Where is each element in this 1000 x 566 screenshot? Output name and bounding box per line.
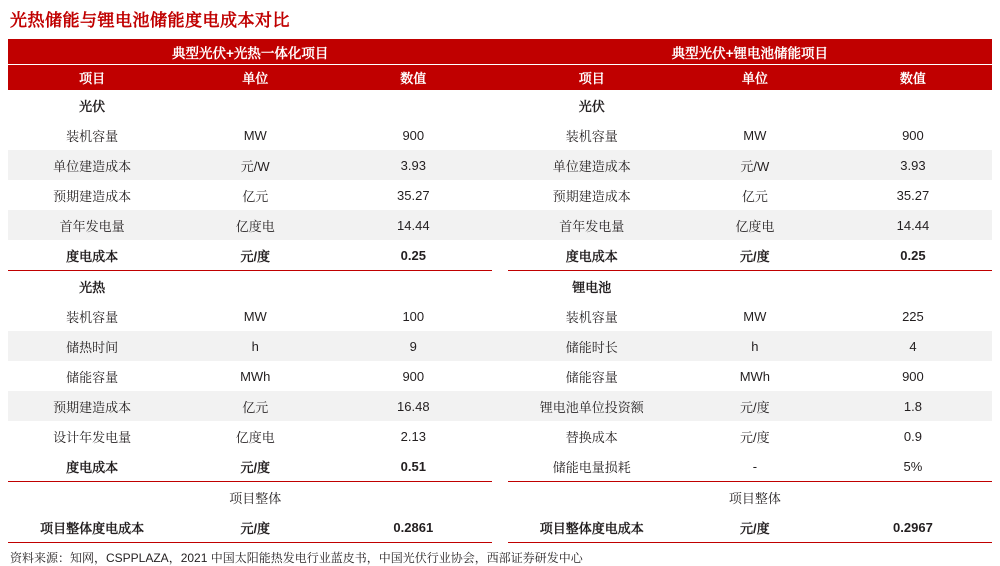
cell-right-value: 35.27 bbox=[834, 180, 992, 210]
cell-left-value: 3.93 bbox=[334, 150, 492, 180]
cell-left-item: 装机容量 bbox=[8, 120, 176, 150]
cell-gap bbox=[492, 451, 507, 482]
cell-gap bbox=[492, 240, 507, 271]
cell-right-item: 储能容量 bbox=[508, 361, 676, 391]
cell-right-item: 预期建造成本 bbox=[508, 180, 676, 210]
cell-right-unit: 亿元 bbox=[676, 180, 834, 210]
table-group-header-row bbox=[8, 39, 992, 65]
table-column-header-row bbox=[8, 65, 992, 91]
cell-left-unit: MW bbox=[176, 301, 334, 331]
cell-left-unit: 亿元 bbox=[176, 391, 334, 421]
cell-left-value: 0.2861 bbox=[334, 512, 492, 543]
cell-right-value: 4 bbox=[834, 331, 992, 361]
cell-left-value: 9 bbox=[334, 331, 492, 361]
cell-right-value: 3.93 bbox=[834, 150, 992, 180]
cell-right-value: 0.9 bbox=[834, 421, 992, 451]
cell-right-value: 14.44 bbox=[834, 210, 992, 240]
cell-right-unit: MW bbox=[676, 120, 834, 150]
table-row bbox=[8, 90, 992, 120]
cell-left-value: 14.44 bbox=[334, 210, 492, 240]
cell-gap bbox=[492, 180, 507, 210]
cell-right-item: 首年发电量 bbox=[508, 210, 676, 240]
group-header-right: 典型光伏+锂电池储能项目 bbox=[508, 39, 992, 65]
cell-gap bbox=[492, 301, 507, 331]
cell-right-item: 储能时长 bbox=[508, 331, 676, 361]
cell-right-unit: 元/度 bbox=[676, 391, 834, 421]
cell-right-unit: - bbox=[676, 451, 834, 482]
cell-left-value: 0.51 bbox=[334, 451, 492, 482]
table-row bbox=[8, 451, 992, 482]
cell-left-value: 900 bbox=[334, 120, 492, 150]
cell-right-item: 替换成本 bbox=[508, 421, 676, 451]
column-header-left-unit: 单位 bbox=[176, 65, 334, 91]
cell-left-unit: 项目整体 bbox=[176, 482, 334, 513]
cell-left-item bbox=[8, 482, 176, 513]
table-row bbox=[8, 361, 992, 391]
cell-left-item: 光热 bbox=[8, 271, 176, 302]
cell-right-value: 900 bbox=[834, 120, 992, 150]
cell-left-value bbox=[334, 90, 492, 120]
cell-gap bbox=[492, 210, 507, 240]
column-header-right-item: 项目 bbox=[508, 65, 676, 91]
cell-left-unit: 元/度 bbox=[176, 512, 334, 543]
cell-gap bbox=[492, 150, 507, 180]
cell-left-item: 首年发电量 bbox=[8, 210, 176, 240]
cell-right-value: 900 bbox=[834, 361, 992, 391]
column-header-right-unit: 单位 bbox=[676, 65, 834, 91]
cell-left-unit: MWh bbox=[176, 361, 334, 391]
table-row bbox=[8, 482, 992, 513]
cell-left-value: 900 bbox=[334, 361, 492, 391]
cell-left-unit: 亿度电 bbox=[176, 421, 334, 451]
comparison-table bbox=[8, 39, 992, 543]
cell-left-item: 装机容量 bbox=[8, 301, 176, 331]
table-row bbox=[8, 421, 992, 451]
cell-left-value bbox=[334, 482, 492, 513]
cell-right-value: 0.2967 bbox=[834, 512, 992, 543]
cell-left-value: 0.25 bbox=[334, 240, 492, 271]
cell-gap bbox=[492, 271, 507, 302]
cell-right-item: 装机容量 bbox=[508, 120, 676, 150]
cell-left-unit: h bbox=[176, 331, 334, 361]
column-header-right-value: 数值 bbox=[834, 65, 992, 91]
cell-left-item: 预期建造成本 bbox=[8, 180, 176, 210]
cell-gap bbox=[492, 482, 507, 513]
cell-left-item: 项目整体度电成本 bbox=[8, 512, 176, 543]
cell-left-value: 2.13 bbox=[334, 421, 492, 451]
table-row bbox=[8, 391, 992, 421]
cell-left-item: 光伏 bbox=[8, 90, 176, 120]
cell-left-item: 预期建造成本 bbox=[8, 391, 176, 421]
table-row bbox=[8, 120, 992, 150]
source-note: 资料来源：知网，CSPPLAZA，2021 中国太阳能热发电行业蓝皮书，中国光伏行业协会，西部证券研发中心 bbox=[10, 551, 583, 565]
table-row bbox=[8, 150, 992, 180]
table-row bbox=[8, 512, 992, 543]
cell-right-unit: 元/度 bbox=[676, 240, 834, 271]
cell-left-item: 度电成本 bbox=[8, 451, 176, 482]
cell-left-item: 储能容量 bbox=[8, 361, 176, 391]
table-row bbox=[8, 331, 992, 361]
cell-left-unit: 元/度 bbox=[176, 240, 334, 271]
cell-left-unit: 亿元 bbox=[176, 180, 334, 210]
cell-right-unit: 元/W bbox=[676, 150, 834, 180]
cell-left-unit bbox=[176, 271, 334, 302]
cell-left-unit: 元/度 bbox=[176, 451, 334, 482]
table-row bbox=[8, 271, 992, 302]
cell-right-item: 锂电池 bbox=[508, 271, 676, 302]
cell-left-unit: MW bbox=[176, 120, 334, 150]
cell-right-value: 1.8 bbox=[834, 391, 992, 421]
cell-right-value bbox=[834, 90, 992, 120]
table-row bbox=[8, 301, 992, 331]
cell-right-unit bbox=[676, 271, 834, 302]
cell-right-item: 储能电量损耗 bbox=[508, 451, 676, 482]
table-row bbox=[8, 240, 992, 271]
cell-right-item: 光伏 bbox=[508, 90, 676, 120]
cell-left-unit bbox=[176, 90, 334, 120]
group-header-gap bbox=[492, 39, 507, 65]
table-row bbox=[8, 180, 992, 210]
cell-right-unit: h bbox=[676, 331, 834, 361]
cell-left-value bbox=[334, 271, 492, 302]
cell-left-item: 设计年发电量 bbox=[8, 421, 176, 451]
cell-right-unit: 元/度 bbox=[676, 421, 834, 451]
cell-right-unit: 元/度 bbox=[676, 512, 834, 543]
cell-right-item: 项目整体度电成本 bbox=[508, 512, 676, 543]
cell-left-unit: 元/W bbox=[176, 150, 334, 180]
cell-left-value: 35.27 bbox=[334, 180, 492, 210]
page-title: 光热储能与锂电池储能度电成本对比 bbox=[10, 11, 290, 30]
table-row bbox=[8, 210, 992, 240]
cell-right-unit: MWh bbox=[676, 361, 834, 391]
cell-right-item: 锂电池单位投资额 bbox=[508, 391, 676, 421]
column-header-left-item: 项目 bbox=[8, 65, 176, 91]
cell-gap bbox=[492, 421, 507, 451]
cell-right-value bbox=[834, 271, 992, 302]
cell-right-item: 装机容量 bbox=[508, 301, 676, 331]
cell-right-unit: 亿度电 bbox=[676, 210, 834, 240]
column-header-left-value: 数值 bbox=[334, 65, 492, 91]
cell-gap bbox=[492, 361, 507, 391]
cell-right-item: 单位建造成本 bbox=[508, 150, 676, 180]
cell-right-value: 225 bbox=[834, 301, 992, 331]
cell-right-unit: MW bbox=[676, 301, 834, 331]
cell-gap bbox=[492, 331, 507, 361]
cell-left-value: 100 bbox=[334, 301, 492, 331]
cell-left-item: 度电成本 bbox=[8, 240, 176, 271]
cell-right-item bbox=[508, 482, 676, 513]
cell-right-value: 0.25 bbox=[834, 240, 992, 271]
cell-gap bbox=[492, 120, 507, 150]
cell-left-value: 16.48 bbox=[334, 391, 492, 421]
cell-gap bbox=[492, 90, 507, 120]
cell-right-unit bbox=[676, 90, 834, 120]
cell-left-item: 单位建造成本 bbox=[8, 150, 176, 180]
cell-right-value bbox=[834, 482, 992, 513]
cell-right-value: 5% bbox=[834, 451, 992, 482]
cell-gap bbox=[492, 512, 507, 543]
cell-left-unit: 亿度电 bbox=[176, 210, 334, 240]
group-header-left: 典型光伏+光热一体化项目 bbox=[8, 39, 492, 65]
cell-gap bbox=[492, 391, 507, 421]
cell-right-unit: 项目整体 bbox=[676, 482, 834, 513]
column-header-gap bbox=[492, 65, 507, 91]
cell-right-item: 度电成本 bbox=[508, 240, 676, 271]
cell-left-item: 储热时间 bbox=[8, 331, 176, 361]
